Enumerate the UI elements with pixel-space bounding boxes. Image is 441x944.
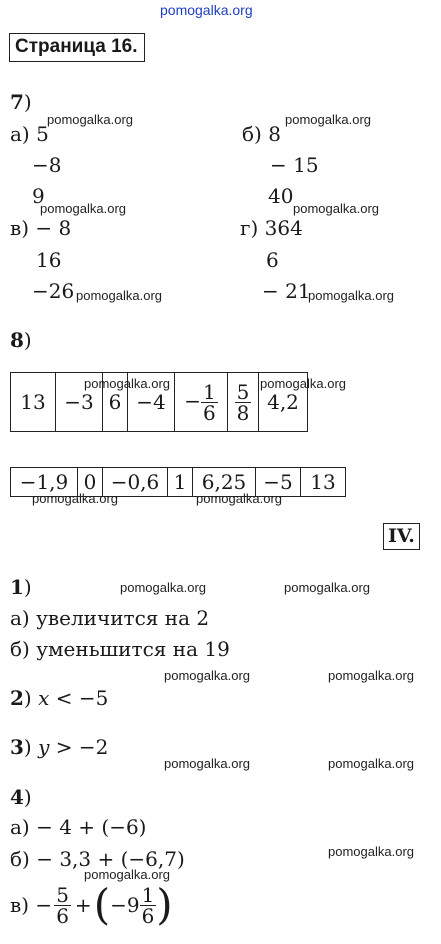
iv-task1-number: 1) bbox=[10, 575, 32, 599]
table-cell-fraction bbox=[175, 373, 228, 432]
fraction-numerator: 1 bbox=[141, 882, 155, 907]
iv-task4-number: 4) bbox=[10, 785, 32, 809]
table-cell: −5 bbox=[256, 468, 301, 497]
iv-task3-expr: > −2 bbox=[49, 735, 109, 759]
section-iv-label: IV. bbox=[383, 523, 420, 550]
iv-task4-v bbox=[10, 876, 173, 934]
task7-v-l3: −26 bbox=[32, 279, 75, 303]
fraction-sign: − bbox=[184, 388, 202, 413]
iv-task2-expr: < −5 bbox=[49, 686, 109, 710]
task7-a-l1: 5 bbox=[36, 122, 49, 146]
fraction-numerator: 5 bbox=[56, 882, 69, 907]
watermark: pomogalka.org bbox=[32, 491, 118, 506]
watermark: pomogalka.org bbox=[47, 112, 133, 127]
fraction bbox=[54, 882, 71, 928]
page-title: Страница 16. bbox=[9, 33, 145, 62]
watermark: pomogalka.org bbox=[293, 201, 379, 216]
task7-g-l3: − 21 bbox=[262, 279, 311, 303]
task7-b-line1 bbox=[242, 122, 281, 146]
table-cell: 4,2 bbox=[259, 373, 308, 432]
task8-number: 8) bbox=[10, 328, 32, 352]
iv-task3-var: y bbox=[38, 735, 50, 759]
watermark: pomogalka.org bbox=[328, 844, 414, 859]
task7-b-l3: 40 bbox=[268, 184, 294, 208]
table-cell: 6,25 bbox=[193, 468, 256, 497]
fraction-denominator: 8 bbox=[236, 400, 250, 425]
task7-g-l1: 364 bbox=[264, 216, 303, 240]
watermark: pomogalka.org bbox=[164, 668, 250, 683]
task7-b-l1: 8 bbox=[268, 122, 281, 146]
fraction-numerator: 5 bbox=[236, 379, 250, 404]
fraction bbox=[201, 379, 218, 425]
iv-task2: 2) x < −5 bbox=[10, 686, 109, 710]
task7-v-label: в) bbox=[10, 216, 30, 240]
watermark: pomogalka.org bbox=[120, 580, 206, 595]
iv-task4-b: б) − 3,3 + (−6,7) bbox=[10, 847, 185, 871]
table-cell: −0,6 bbox=[103, 468, 168, 497]
task7-v-l2: 16 bbox=[36, 248, 62, 272]
iv-task1-a: а) увеличится на 2 bbox=[10, 606, 210, 630]
left-paren: ( bbox=[93, 880, 111, 929]
task7-v-line1 bbox=[10, 216, 71, 240]
task7-g-line1 bbox=[240, 216, 303, 240]
watermark: pomogalka.org bbox=[284, 580, 370, 595]
task7-b-l2: − 15 bbox=[270, 153, 319, 177]
task7-a-l2: −8 bbox=[32, 153, 62, 177]
task7-v-l1: − 8 bbox=[35, 216, 72, 240]
task7-num: 7 bbox=[10, 90, 24, 114]
table-cell: −3 bbox=[56, 373, 103, 432]
watermark: pomogalka.org bbox=[84, 867, 170, 882]
watermark: pomogalka.org bbox=[196, 491, 282, 506]
mixed-whole: −9 bbox=[110, 893, 140, 917]
iv-task4-a: а) − 4 + (−6) bbox=[10, 815, 147, 839]
watermark: pomogalka.org bbox=[260, 376, 346, 391]
table-cell: −1,9 bbox=[11, 468, 78, 497]
fraction-denominator: 6 bbox=[141, 903, 155, 928]
iv-task2-num: 2 bbox=[10, 686, 24, 710]
table-cell: 0 bbox=[78, 468, 103, 497]
task7-g-l2: 6 bbox=[266, 248, 279, 272]
task7-b-label: б) bbox=[242, 122, 262, 146]
watermark: pomogalka.org bbox=[285, 112, 371, 127]
right-paren: ) bbox=[156, 880, 173, 929]
watermark: pomogalka.org bbox=[308, 288, 394, 303]
watermark: pomogalka.org bbox=[84, 376, 170, 391]
fraction-numerator: 1 bbox=[203, 379, 216, 404]
iv-task1-b: б) уменьшится на 19 bbox=[10, 637, 230, 661]
task7-g-label: г) bbox=[240, 216, 259, 240]
fraction bbox=[235, 379, 252, 425]
table-cell: −4 bbox=[128, 373, 175, 432]
task8-num: 8 bbox=[10, 328, 24, 352]
fraction bbox=[140, 882, 157, 928]
fraction-denominator: 6 bbox=[56, 903, 69, 928]
watermark: pomogalka.org bbox=[76, 288, 162, 303]
watermark: pomogalka.org bbox=[164, 756, 250, 771]
task7-a-l3: 9 bbox=[32, 184, 45, 208]
table-cell-fraction bbox=[228, 373, 259, 432]
iv-task2-var: x bbox=[38, 686, 50, 710]
table-cell: 13 bbox=[11, 373, 56, 432]
watermark: pomogalka.org bbox=[328, 668, 414, 683]
task7-a-label: а) bbox=[10, 122, 30, 146]
watermark: pomogalka.org bbox=[328, 756, 414, 771]
iv-task1-num: 1 bbox=[10, 575, 24, 599]
task7-number: 7) bbox=[10, 90, 32, 114]
table-cell: 13 bbox=[301, 468, 346, 497]
iv-task4-v-label: в) − bbox=[10, 893, 53, 917]
table-cell: 1 bbox=[168, 468, 193, 497]
task7-a-line1 bbox=[10, 122, 49, 146]
iv-task3: 3) y > −2 bbox=[10, 735, 109, 759]
plus-sign: + bbox=[74, 893, 92, 917]
top-watermark: pomogalka.org bbox=[160, 2, 253, 18]
fraction-denominator: 6 bbox=[203, 400, 216, 425]
table-cell: 6 bbox=[103, 373, 128, 432]
watermark: pomogalka.org bbox=[40, 201, 126, 216]
iv-task3-num: 3 bbox=[10, 735, 24, 759]
iv-task4-num: 4 bbox=[10, 785, 24, 809]
